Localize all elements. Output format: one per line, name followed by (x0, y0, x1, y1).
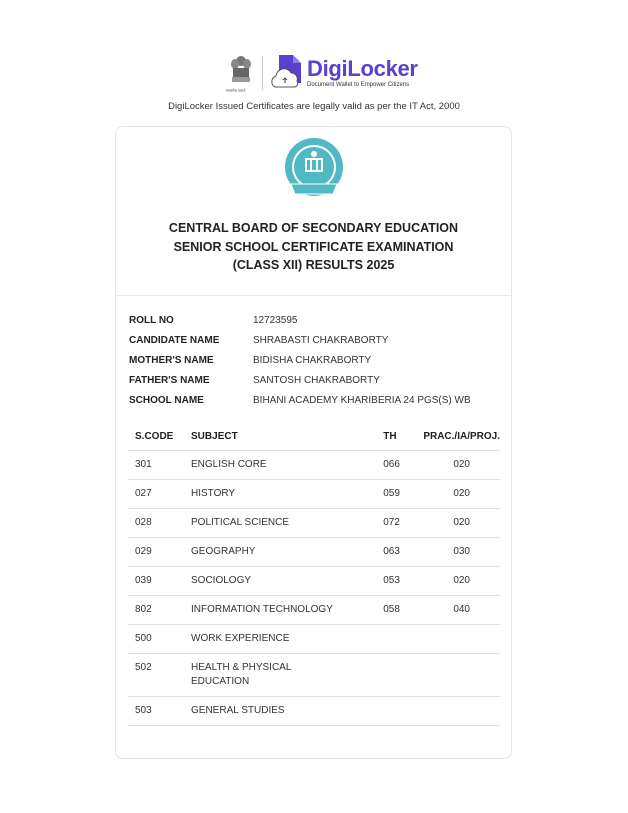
info-label: FATHER'S NAME (129, 374, 210, 386)
cell-subject: SOCIOLOGY (191, 567, 383, 596)
table-row (128, 596, 500, 625)
info-row-mother-name (129, 350, 471, 370)
section-divider (116, 295, 511, 296)
table-row (128, 625, 500, 654)
certificate-card (115, 126, 512, 759)
cell-scode: 039 (128, 567, 191, 596)
info-row-candidate-name (129, 330, 471, 350)
cell-subject: HEALTH & PHYSICAL EDUCATION (191, 654, 383, 697)
table-row (128, 480, 500, 509)
cell-subject: GEOGRAPHY (191, 538, 383, 567)
title-line: CENTRAL BOARD OF SECONDARY EDUCATION (168, 221, 459, 235)
info-value: 12723595 (253, 314, 298, 326)
cell-th: 066 (383, 451, 423, 480)
header-prac: PRAC./IA/PROJ. (423, 423, 500, 451)
cell-th: 059 (383, 480, 423, 509)
table-row (128, 509, 500, 538)
info-label: SCHOOL NAME (129, 394, 204, 406)
candidate-info (129, 310, 471, 410)
cell-scode: 029 (128, 538, 191, 567)
table-row (128, 697, 500, 726)
cell-prac (423, 697, 500, 726)
header-scode: S.CODE (128, 423, 191, 451)
cell-prac: 040 (423, 596, 500, 625)
cell-scode: 503 (128, 697, 191, 726)
cell-th (383, 625, 423, 654)
header-subject: SUBJECT (191, 423, 383, 451)
cell-prac: 020 (423, 480, 500, 509)
cell-scode: 301 (128, 451, 191, 480)
title-line: (CLASS XII) RESULTS 2025 (232, 258, 395, 272)
cell-th (383, 697, 423, 726)
cell-scode: 027 (128, 480, 191, 509)
certificate-title (116, 219, 511, 275)
table-row (128, 451, 500, 480)
cell-subject: HISTORY (191, 480, 383, 509)
cell-scode: 028 (128, 509, 191, 538)
app-tagline: Document Wallet to Empower Citizens (307, 82, 410, 88)
cell-prac (423, 625, 500, 654)
cell-subject: INFORMATION TECHNOLOGY (191, 596, 383, 625)
cell-prac: 020 (423, 567, 500, 596)
info-value: SANTOSH CHAKRABORTY (253, 374, 380, 386)
title-line: SENIOR SCHOOL CERTIFICATE EXAMINATION (173, 239, 454, 254)
cell-prac: 020 (423, 451, 500, 480)
cell-subject: GENERAL STUDIES (191, 697, 383, 726)
cell-prac (423, 654, 500, 697)
digilocker-cloud-icon (269, 53, 303, 93)
info-row-roll-no (129, 310, 471, 330)
table-row (128, 538, 500, 567)
info-value: SHRABASTI CHAKRABORTY (253, 334, 389, 346)
results-table (128, 423, 500, 726)
cell-th: 063 (383, 538, 423, 567)
table-header-row (128, 423, 500, 451)
cell-th: 072 (383, 509, 423, 538)
cell-prac: 020 (423, 509, 500, 538)
legal-notice: DigiLocker Issued Certificates are legally valid as per the IT Act, 2000 (168, 101, 460, 112)
cell-subject: POLITICAL SCIENCE (191, 509, 383, 538)
info-label: ROLL NO (129, 314, 174, 326)
cell-th: 053 (383, 567, 423, 596)
logo-divider (262, 56, 263, 90)
info-label: MOTHER'S NAME (129, 354, 214, 366)
emblem-caption: सत्यमेव जयते (226, 87, 246, 93)
national-emblem-icon (228, 53, 254, 93)
table-row (128, 654, 500, 697)
cell-subject: ENGLISH CORE (191, 451, 383, 480)
cell-subject: WORK EXPERIENCE (191, 625, 383, 654)
app-name: DigiLocker (307, 56, 418, 81)
cell-scode: 502 (128, 654, 191, 697)
info-value: BIDISHA CHAKRABORTY (253, 354, 372, 366)
info-label: CANDIDATE NAME (129, 334, 220, 346)
table-row (128, 567, 500, 596)
cell-th (383, 654, 423, 697)
info-row-father-name (129, 370, 471, 390)
cell-prac: 030 (423, 538, 500, 567)
header-th: TH (383, 423, 423, 451)
digilocker-logo (228, 50, 418, 95)
info-value: BIHANI ACADEMY KHARIBERIA 24 PGS(S) WB (253, 394, 471, 406)
cell-scode: 802 (128, 596, 191, 625)
cell-scode: 500 (128, 625, 191, 654)
cell-th: 058 (383, 596, 423, 625)
info-row-school-name (129, 390, 471, 410)
cbse-seal-icon (281, 136, 347, 202)
